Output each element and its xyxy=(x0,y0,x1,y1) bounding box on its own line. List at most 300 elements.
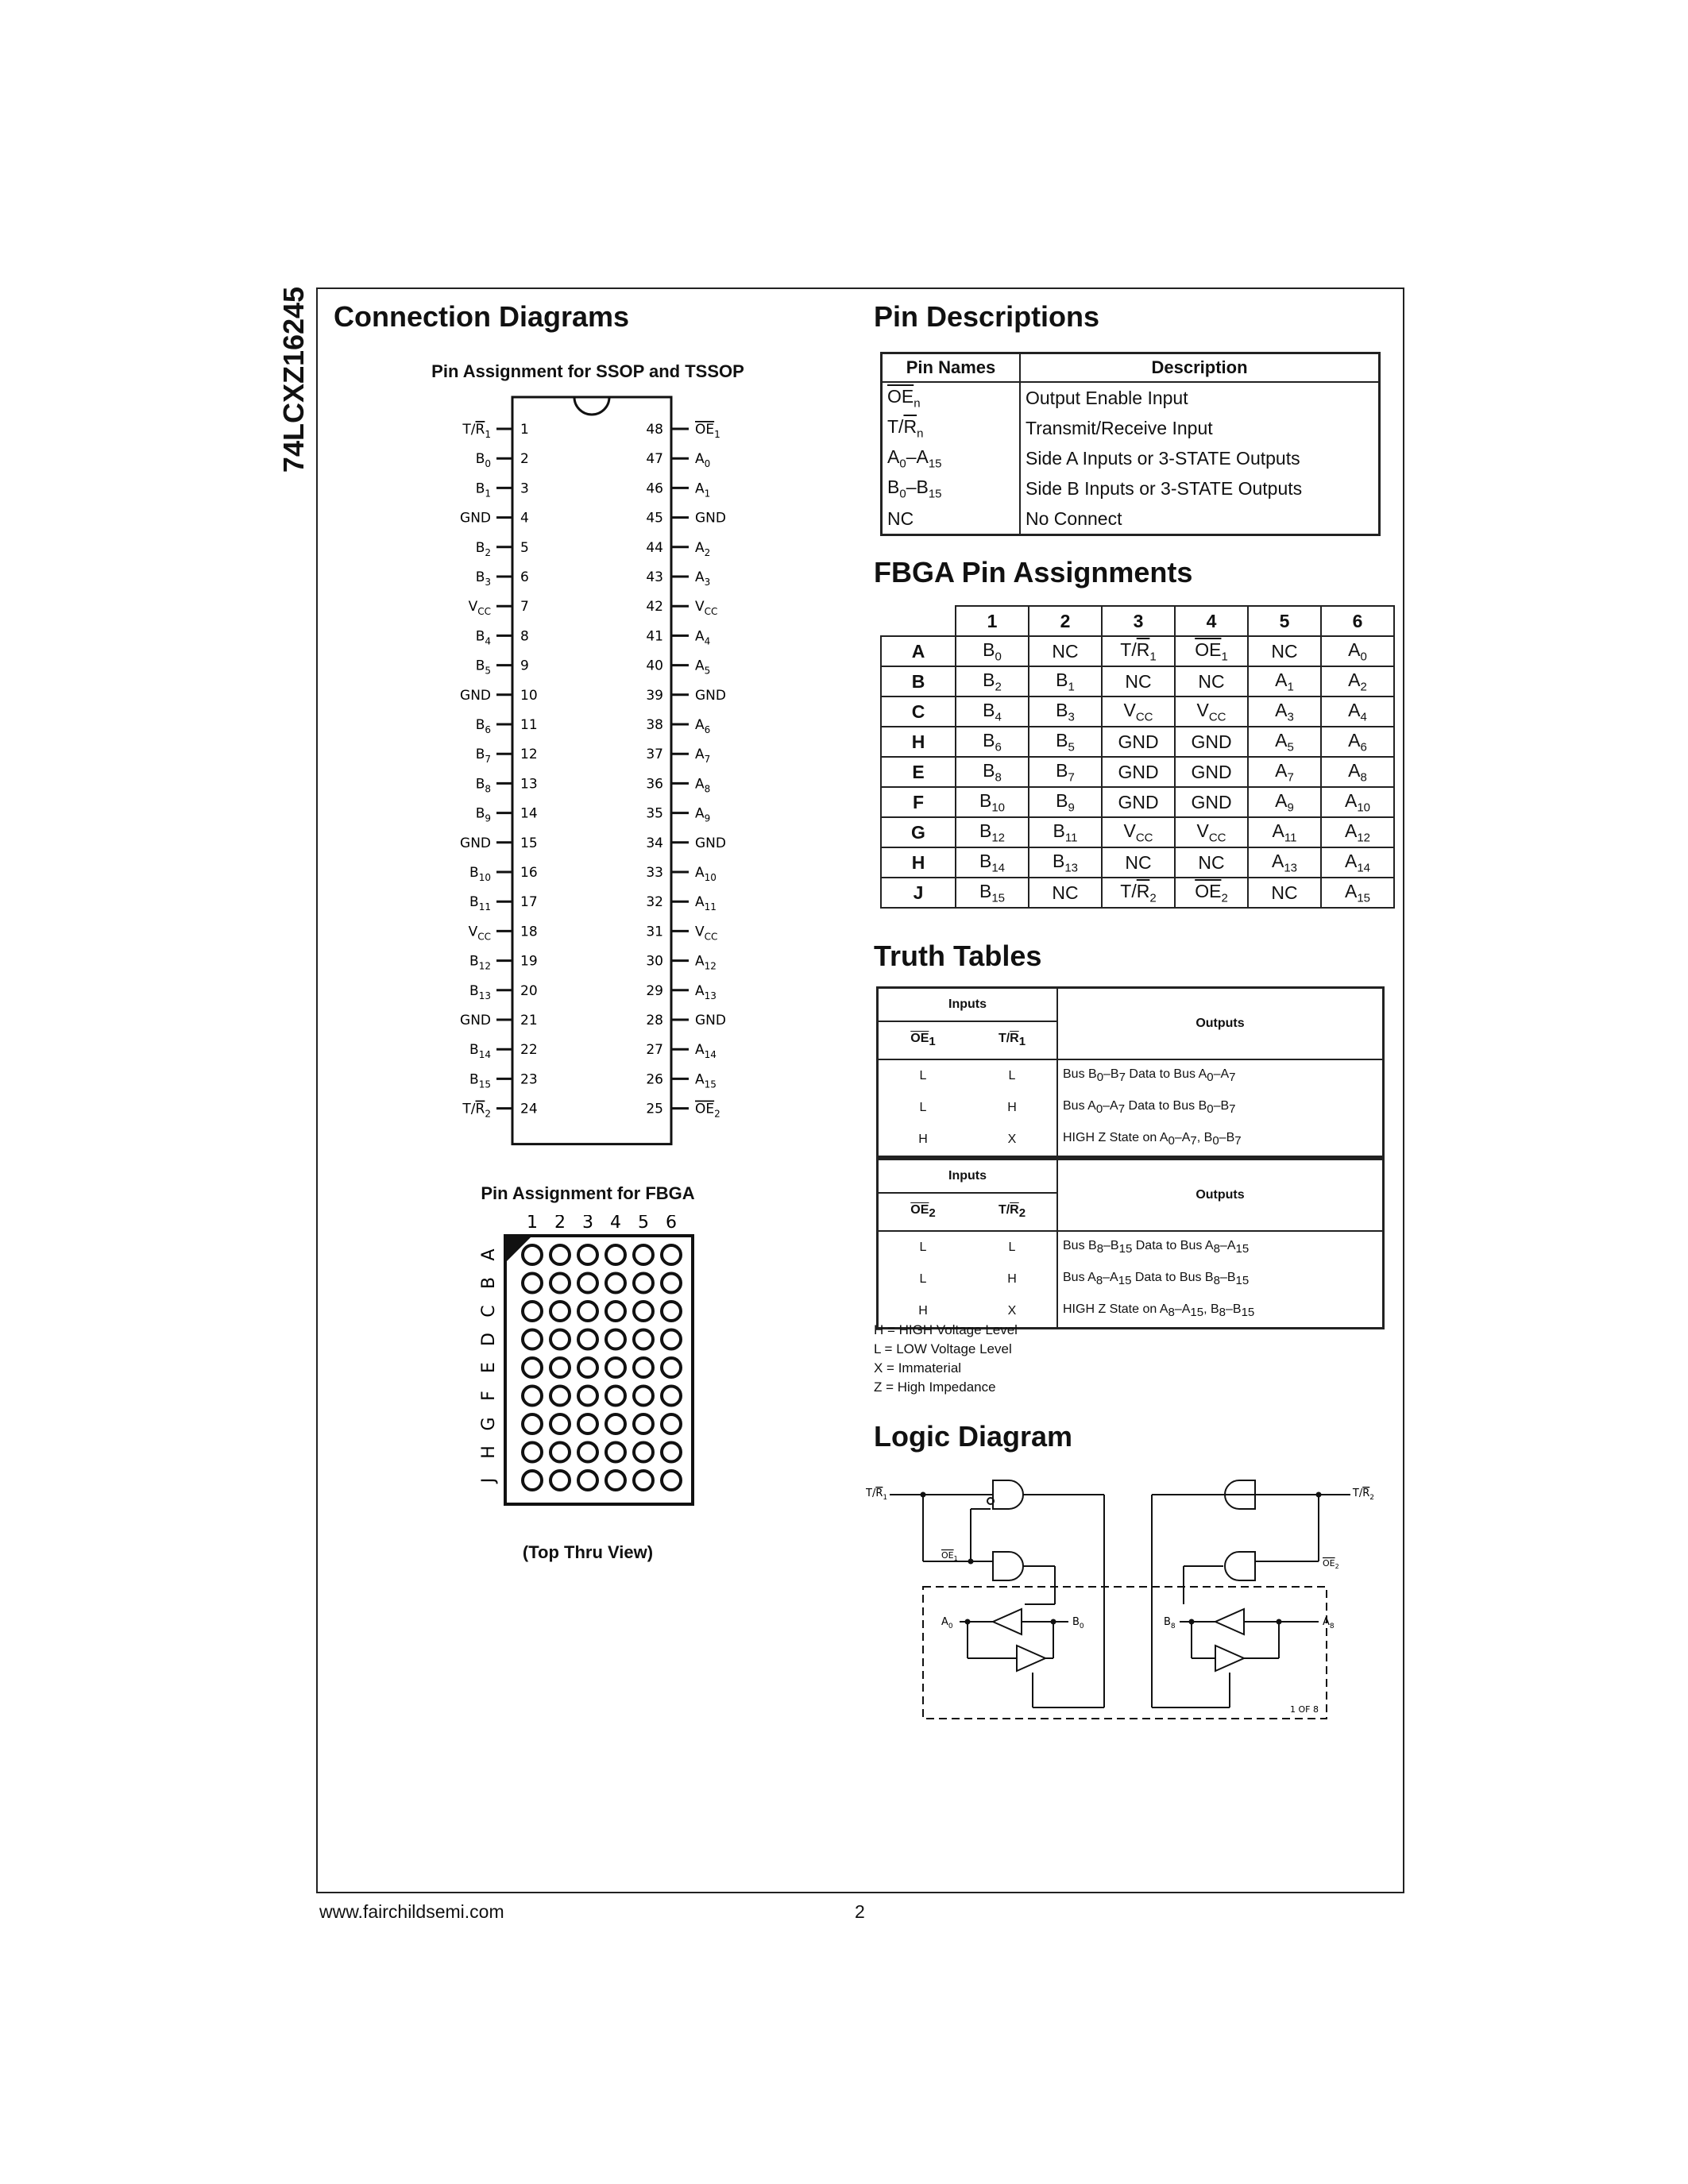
pin-number: 12 xyxy=(520,747,538,763)
fbga-cell: $A_8$ xyxy=(1321,757,1394,787)
ssop-pinout-diagram xyxy=(429,393,747,1156)
pin-label-right: $V_{CC}$ xyxy=(695,599,718,618)
solder-ball xyxy=(523,1245,542,1264)
solder-ball xyxy=(662,1245,681,1264)
fbga-cell: GND xyxy=(1102,757,1175,787)
fbga-row-header: F xyxy=(881,787,956,817)
solder-ball xyxy=(550,1414,570,1433)
legend-item: X = Immaterial xyxy=(874,1360,962,1376)
output-description: HIGH Z State on $A_0-A_7$, $B_0-B_7$ xyxy=(1063,1131,1242,1148)
part-number: 74LCXZ16245 xyxy=(277,286,310,473)
truth-table-legend xyxy=(874,1321,1018,1397)
solder-ball xyxy=(606,1302,625,1321)
solder-ball xyxy=(662,1274,681,1293)
solder-ball xyxy=(606,1414,625,1433)
tr2-label: $T/R_2$ xyxy=(1352,1488,1374,1502)
solder-ball xyxy=(523,1471,542,1490)
pin-number: 32 xyxy=(646,894,663,911)
col-header-pin-names: Pin Names xyxy=(882,353,1021,383)
legend-item: H = HIGH Voltage Level xyxy=(874,1322,1018,1337)
fbga-cell: $A_1$ xyxy=(1248,666,1321,696)
pin-number: 21 xyxy=(520,1013,538,1028)
fbga-row-header: H xyxy=(881,727,956,757)
solder-ball xyxy=(662,1330,681,1349)
one-of-8-label: 1 OF 8 xyxy=(1290,1704,1319,1715)
pin-label-right: $A_{13}$ xyxy=(695,982,717,1001)
pin-number: 9 xyxy=(520,658,529,674)
pin-number: 18 xyxy=(520,924,538,940)
pin-number: 20 xyxy=(520,982,538,999)
fbga-cell: $A_2$ xyxy=(1321,666,1394,696)
fbga-col-label: 5 xyxy=(638,1215,649,1233)
pin-number: 13 xyxy=(520,776,538,793)
pin-name-cell: $\overline{OE}_n$ xyxy=(882,382,1021,413)
fbga-cell: $A_5$ xyxy=(1248,727,1321,757)
and-gate-4 xyxy=(1225,1552,1255,1580)
b0-label: $B_0$ xyxy=(1072,1616,1084,1630)
fbga-cell: $\overline{OE}_2$ xyxy=(1175,878,1248,908)
truth-table-1 xyxy=(876,986,1385,1158)
fbga-cell: $B_9$ xyxy=(1029,787,1102,817)
fbga-cell: $A_7$ xyxy=(1248,757,1321,787)
solder-ball xyxy=(523,1358,542,1377)
truth-table-row xyxy=(878,1231,1384,1264)
fbga-cell: $V_{CC}$ xyxy=(1175,817,1248,847)
pin-label-left: $B_6$ xyxy=(475,717,491,735)
oe-value: H xyxy=(918,1133,928,1146)
pin-label-right: $A_9$ xyxy=(695,805,711,824)
outputs-header: Outputs xyxy=(1057,1160,1384,1232)
footer-url[interactable]: www.fairchildsemi.com xyxy=(319,1901,504,1922)
fbga-cell: NC xyxy=(1248,878,1321,908)
solder-ball xyxy=(662,1471,681,1490)
pin-label-right: $A_{12}$ xyxy=(695,953,717,972)
fbga-cell: GND xyxy=(1102,727,1175,757)
fbga-row-header: B xyxy=(881,666,956,696)
pin-label-right: $A_3$ xyxy=(695,569,711,588)
oe-col-header: $\overline{OE}_1$ xyxy=(878,1021,968,1059)
pin-label-left: $B_1$ xyxy=(475,480,491,500)
truth-table-2 xyxy=(876,1158,1385,1329)
fbga-row xyxy=(881,696,1394,727)
fbga-cell: $A_{15}$ xyxy=(1321,878,1394,908)
pin-number: 4 xyxy=(520,510,529,527)
pin-description-cell: No Connect xyxy=(1026,507,1122,529)
fbga-row-header: H xyxy=(881,847,956,878)
tr1-label: $T/R_1$ xyxy=(866,1488,888,1502)
solder-ball xyxy=(578,1414,597,1433)
fbga-row-label: F xyxy=(479,1391,499,1401)
truth-table-row xyxy=(878,1092,1384,1124)
fbga-cell: $A_6$ xyxy=(1321,727,1394,757)
solder-ball xyxy=(550,1443,570,1462)
fbga-row-header: A xyxy=(881,636,956,666)
buffer-b-to-a xyxy=(1017,1646,1045,1671)
pin-label-left: $V_{CC}$ xyxy=(468,924,491,943)
solder-ball xyxy=(550,1471,570,1490)
pin-number: 48 xyxy=(646,422,663,438)
pin-label-right: $V_{CC}$ xyxy=(695,924,718,943)
pin-number: 27 xyxy=(646,1042,663,1059)
fbga-row-label: A xyxy=(479,1248,499,1261)
fbga-cell: $B_8$ xyxy=(956,757,1029,787)
a8-label: $A_8$ xyxy=(1323,1616,1335,1630)
fbga-row-label: E xyxy=(479,1362,499,1373)
fbga-col-label: 3 xyxy=(582,1215,593,1233)
pin-description-cell: Transmit/Receive Input xyxy=(1026,417,1213,438)
fbga-row-header: J xyxy=(881,878,956,908)
pin-label-right: $A_{14}$ xyxy=(695,1042,717,1061)
oe-col-header: $\overline{OE}_2$ xyxy=(878,1193,968,1231)
pin-label-right: $A_0$ xyxy=(695,451,711,470)
pin-label-left: GND xyxy=(460,1013,491,1028)
fbga-cell: $B_{12}$ xyxy=(956,817,1029,847)
pin-descriptions-table xyxy=(880,352,1381,536)
pin-label-left: $B_{10}$ xyxy=(469,865,491,883)
solder-ball xyxy=(550,1387,570,1406)
solder-ball xyxy=(578,1443,597,1462)
pin-number: 41 xyxy=(646,628,663,645)
pin-label-right: $A_5$ xyxy=(695,658,711,677)
pin-label-left: GND xyxy=(460,687,491,704)
pin-number: 42 xyxy=(646,599,663,615)
pin-label-left: $B_{13}$ xyxy=(469,982,491,1001)
pin-label-right: $A_4$ xyxy=(695,628,711,647)
logic-diagram-heading: Logic Diagram xyxy=(874,1420,1073,1453)
outputs-header: Outputs xyxy=(1057,988,1384,1060)
solder-ball xyxy=(634,1443,653,1462)
pin-number: 34 xyxy=(646,835,663,851)
ssop-package-outline xyxy=(512,397,671,1144)
fbga-row xyxy=(881,787,1394,817)
fbga-col-header: 4 xyxy=(1175,606,1248,636)
solder-ball xyxy=(578,1302,597,1321)
pin1-notch xyxy=(574,397,609,415)
pin-number: 29 xyxy=(646,982,663,999)
fbga-col-label: 1 xyxy=(527,1215,538,1233)
fbga-row-header: E xyxy=(881,757,956,787)
output-description: Bus $A_8-A_{15}$ Data to Bus $B_8-B_{15}$ xyxy=(1063,1271,1250,1288)
tr-value: X xyxy=(968,1295,1057,1329)
pin-label-right: $A_{11}$ xyxy=(695,894,717,913)
fbga-col-label: 4 xyxy=(610,1215,621,1233)
pin-number: 15 xyxy=(520,835,538,851)
pin-label-left: $B_3$ xyxy=(475,569,491,588)
and-gate-1 xyxy=(993,1480,1023,1509)
fbga-cell: $B_7$ xyxy=(1029,757,1102,787)
pin-desc-row xyxy=(882,413,1380,443)
solder-ball xyxy=(550,1245,570,1264)
solder-ball xyxy=(662,1414,681,1433)
pin-number: 10 xyxy=(520,687,538,704)
solder-ball xyxy=(634,1358,653,1377)
fbga-row-label: C xyxy=(479,1305,499,1318)
solder-ball xyxy=(662,1358,681,1377)
buffer-a-to-b xyxy=(993,1609,1022,1634)
pin-desc-row xyxy=(882,443,1380,473)
solder-ball xyxy=(634,1471,653,1490)
fbga-cell: $A_0$ xyxy=(1321,636,1394,666)
solder-ball xyxy=(550,1330,570,1349)
fbga-cell: $B_{13}$ xyxy=(1029,847,1102,878)
pin-name-cell: $T/\overline{R}_n$ xyxy=(882,413,1021,443)
fbga-cell: $B_5$ xyxy=(1029,727,1102,757)
pin-number: 22 xyxy=(520,1042,538,1059)
solder-ball xyxy=(523,1414,542,1433)
pin-name-cell: NC xyxy=(882,504,1021,535)
pin-desc-row xyxy=(882,382,1380,413)
pin-label-left: $T/R_2$ xyxy=(462,1101,491,1120)
solder-ball xyxy=(606,1330,625,1349)
fbga-row xyxy=(881,757,1394,787)
buffer-a8-to-b8 xyxy=(1215,1609,1244,1634)
pin-number: 47 xyxy=(646,451,663,468)
solder-ball xyxy=(606,1443,625,1462)
logic-diagram xyxy=(866,1477,1374,1731)
fbga-ball-grid-diagram xyxy=(477,1215,715,1525)
solder-ball xyxy=(523,1274,542,1293)
pin-label-left: GND xyxy=(460,510,491,527)
pin-label-left: $T/R_1$ xyxy=(462,422,491,440)
fbga-cell: $V_{CC}$ xyxy=(1175,696,1248,727)
pin-number: 19 xyxy=(520,953,538,970)
pin-name-cell: $B_0-B_{15}$ xyxy=(882,473,1021,504)
oe-value: L xyxy=(919,1241,927,1254)
solder-ball xyxy=(523,1330,542,1349)
fbga-cell: $\overline{OE}_1$ xyxy=(1175,636,1248,666)
solder-ball xyxy=(523,1302,542,1321)
pin-label-left: $B_2$ xyxy=(475,539,491,558)
pin-number: 16 xyxy=(520,865,538,881)
pin-label-left: $B_{14}$ xyxy=(469,1042,491,1061)
pin-number: 11 xyxy=(520,717,538,733)
fbga-cell: NC xyxy=(1102,847,1175,878)
pin-description-cell: Output Enable Input xyxy=(1026,387,1188,408)
pin-label-left: $B_9$ xyxy=(475,805,491,824)
pin-description-cell: Side B Inputs or 3-STATE Outputs xyxy=(1026,477,1303,499)
fbga-col-label: 2 xyxy=(554,1215,566,1233)
pin-label-right: $A_6$ xyxy=(695,717,711,735)
solder-ball xyxy=(578,1330,597,1349)
pin-number: 2 xyxy=(520,451,529,468)
fbga-cell: $A_3$ xyxy=(1248,696,1321,727)
oe1-label: $OE_1$ xyxy=(941,1550,958,1562)
solder-ball xyxy=(606,1358,625,1377)
pin-number: 7 xyxy=(520,599,529,615)
page-number: 2 xyxy=(855,1901,865,1922)
solder-ball xyxy=(606,1471,625,1490)
fbga-cell: NC xyxy=(1029,878,1102,908)
buffer-b8-to-a8 xyxy=(1215,1646,1244,1671)
fbga-row-label: H xyxy=(479,1445,499,1459)
pin-number: 24 xyxy=(520,1101,538,1117)
oe-value: L xyxy=(919,1101,927,1114)
pin-number: 39 xyxy=(646,687,663,704)
solder-ball xyxy=(634,1330,653,1349)
pin-desc-row xyxy=(882,473,1380,504)
b8-label: $B_8$ xyxy=(1164,1616,1176,1630)
pin-number: 45 xyxy=(646,510,663,527)
pin-number: 3 xyxy=(520,480,529,497)
fbga-cell: NC xyxy=(1248,636,1321,666)
solder-ball xyxy=(634,1274,653,1293)
solder-ball xyxy=(634,1387,653,1406)
pin-number: 33 xyxy=(646,865,663,881)
pin-number: 5 xyxy=(520,539,529,556)
solder-ball xyxy=(578,1387,597,1406)
fbga-cell: GND xyxy=(1175,757,1248,787)
pin-label-right: $A_8$ xyxy=(695,776,711,795)
pin-number: 30 xyxy=(646,953,663,970)
fbga-row xyxy=(881,847,1394,878)
pin-label-left: $V_{CC}$ xyxy=(468,599,491,618)
pin-descriptions-heading: Pin Descriptions xyxy=(874,300,1100,333)
legend-item: L = LOW Voltage Level xyxy=(874,1341,1012,1356)
fbga-cell: $A_{14}$ xyxy=(1321,847,1394,878)
solder-ball xyxy=(662,1443,681,1462)
solder-ball xyxy=(662,1387,681,1406)
fbga-cell: NC xyxy=(1175,666,1248,696)
oe-value: L xyxy=(919,1272,927,1286)
fbga-col-header: 3 xyxy=(1102,606,1175,636)
oe2-label: $OE_2$ xyxy=(1323,1558,1339,1570)
fbga-row xyxy=(881,878,1394,908)
pin-label-right: $OE_1$ xyxy=(695,422,720,440)
fbga-cell: NC xyxy=(1029,636,1102,666)
pin-label-left: $B_7$ xyxy=(475,747,491,766)
col-header-description: Description xyxy=(1020,353,1380,383)
fbga-cell: $T/\overline{R}_1$ xyxy=(1102,636,1175,666)
pin-label-right: GND xyxy=(695,687,726,704)
connection-diagrams-heading: Connection Diagrams xyxy=(334,300,630,333)
tr-value: L xyxy=(968,1231,1057,1264)
pin-number: 43 xyxy=(646,569,663,585)
fbga-pin-assignments-heading: FBGA Pin Assignments xyxy=(874,556,1193,588)
fbga-row-header: G xyxy=(881,817,956,847)
fbga-cell: $A_{11}$ xyxy=(1248,817,1321,847)
pin-number: 44 xyxy=(646,539,663,556)
pin-number: 8 xyxy=(520,628,529,645)
pin-number: 37 xyxy=(646,747,663,763)
fbga-row-label: G xyxy=(479,1417,499,1431)
solder-ball xyxy=(550,1274,570,1293)
pin-number: 1 xyxy=(520,422,529,438)
solder-ball xyxy=(662,1302,681,1321)
fbga-row-label: D xyxy=(479,1333,499,1346)
tr-value: H xyxy=(968,1092,1057,1124)
pin-label-right: $A_7$ xyxy=(695,747,711,766)
pin-label-left: GND xyxy=(460,835,491,851)
solder-ball xyxy=(550,1358,570,1377)
tr-value: H xyxy=(968,1264,1057,1295)
fbga-cell: $B_0$ xyxy=(956,636,1029,666)
solder-ball xyxy=(606,1245,625,1264)
solder-ball xyxy=(523,1443,542,1462)
fbga-pinout-title: Pin Assignment for FBGA xyxy=(481,1183,695,1203)
fbga-cell: $B_4$ xyxy=(956,696,1029,727)
pin-number: 28 xyxy=(646,1013,663,1028)
fbga-cell: $B_1$ xyxy=(1029,666,1102,696)
pin-number: 31 xyxy=(646,924,663,940)
truth-table-row xyxy=(878,1264,1384,1295)
tr-value: L xyxy=(968,1059,1057,1092)
output-description: Bus $B_0-B_7$ Data to Bus $A_0-A_7$ xyxy=(1063,1067,1236,1085)
fbga-row-label: J xyxy=(479,1477,499,1484)
fbga-pin-assignments-table xyxy=(880,605,1395,909)
pin-number: 38 xyxy=(646,717,663,733)
pin-a1-marker xyxy=(507,1237,531,1261)
fbga-cell: $B_6$ xyxy=(956,727,1029,757)
truth-table-row xyxy=(878,1059,1384,1092)
oe-value: L xyxy=(919,1069,927,1082)
pin-label-right: $A_1$ xyxy=(695,480,711,500)
solder-ball xyxy=(523,1387,542,1406)
a0-label: $A_0$ xyxy=(941,1616,953,1630)
pin-label-right: $A_{15}$ xyxy=(695,1071,717,1090)
fbga-cell: $A_{13}$ xyxy=(1248,847,1321,878)
fbga-cell: $V_{CC}$ xyxy=(1102,696,1175,727)
pin-label-right: GND xyxy=(695,510,726,527)
fbga-cell: $B_{14}$ xyxy=(956,847,1029,878)
inputs-header: Inputs xyxy=(878,1160,1058,1194)
pin-number: 23 xyxy=(520,1071,538,1088)
pin-label-left: $B_{15}$ xyxy=(469,1071,491,1090)
pin-number: 46 xyxy=(646,480,663,497)
fbga-row-header: C xyxy=(881,696,956,727)
fbga-cell: GND xyxy=(1175,727,1248,757)
solder-ball xyxy=(578,1274,597,1293)
solder-ball xyxy=(578,1471,597,1490)
fbga-col-header: 1 xyxy=(956,606,1029,636)
solder-ball xyxy=(578,1358,597,1377)
output-description: Bus $A_0-A_7$ Data to Bus $B_0-B_7$ xyxy=(1063,1099,1236,1117)
tr-col-header: $T/\overline{R}_2$ xyxy=(968,1193,1057,1231)
solder-ball xyxy=(606,1387,625,1406)
pin-label-right: $OE_2$ xyxy=(695,1101,720,1120)
pin-number: 35 xyxy=(646,805,663,822)
pin-number: 17 xyxy=(520,894,538,911)
pin-number: 36 xyxy=(646,776,663,793)
pin-label-right: $A_2$ xyxy=(695,539,711,558)
inputs-header: Inputs xyxy=(878,988,1058,1022)
pin-label-left: $B_0$ xyxy=(475,451,491,470)
pin-label-left: $B_{12}$ xyxy=(469,953,491,972)
tr-col-header: $T/\overline{R}_1$ xyxy=(968,1021,1057,1059)
pin-label-left: $B_8$ xyxy=(475,776,491,795)
fbga-col-label: 6 xyxy=(666,1215,677,1233)
pin-number: 25 xyxy=(646,1101,663,1117)
truth-table-row xyxy=(878,1124,1384,1157)
fbga-cell: $B_3$ xyxy=(1029,696,1102,727)
truth-tables-heading: Truth Tables xyxy=(874,940,1042,972)
pin-description-cell: Side A Inputs or 3-STATE Outputs xyxy=(1026,447,1300,469)
fbga-cell: $B_{11}$ xyxy=(1029,817,1102,847)
fbga-cell: $V_{CC}$ xyxy=(1102,817,1175,847)
fbga-cell: $A_4$ xyxy=(1321,696,1394,727)
fbga-cell: $B_2$ xyxy=(956,666,1029,696)
fbga-cell: NC xyxy=(1175,847,1248,878)
pin-number: 6 xyxy=(520,569,529,585)
fbga-cell: $T/\overline{R}_2$ xyxy=(1102,878,1175,908)
pin-label-left: $B_4$ xyxy=(475,628,491,647)
output-description: Bus $B_8-B_{15}$ Data to Bus $A_8-A_{15}$ xyxy=(1063,1239,1250,1256)
pin-desc-row xyxy=(882,504,1380,535)
tr-value: X xyxy=(968,1124,1057,1157)
fbga-col-header: 6 xyxy=(1321,606,1394,636)
fbga-cell: NC xyxy=(1102,666,1175,696)
fbga-row-label: B xyxy=(479,1276,499,1290)
solder-ball xyxy=(634,1245,653,1264)
